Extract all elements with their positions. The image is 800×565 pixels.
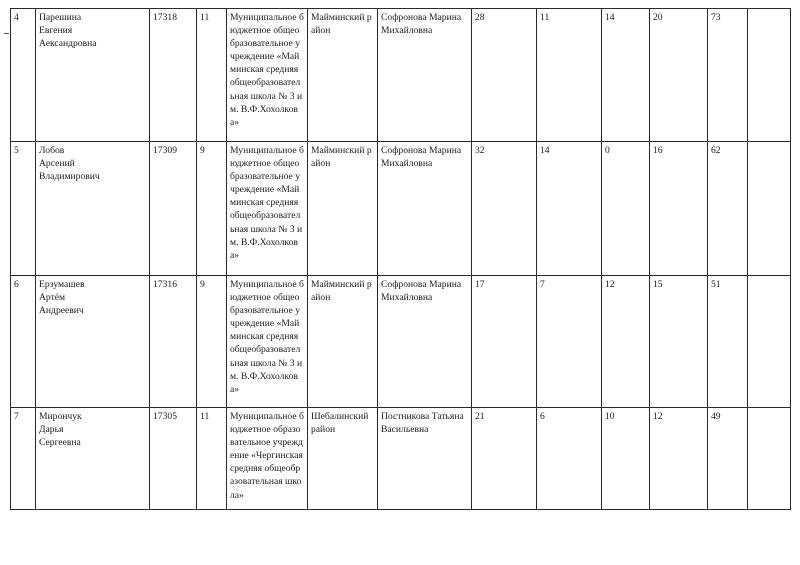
district: Майминский район	[308, 276, 378, 408]
teacher-name: Постникова Татьяна Васильевна	[378, 408, 472, 510]
results-table	[10, 8, 791, 510]
total-score: 51	[708, 276, 748, 408]
grade: 9	[197, 142, 227, 276]
teacher-name: Софронова Марина Михайловна	[378, 9, 472, 142]
score-task-3: 12	[602, 276, 650, 408]
score-task-4: 12	[650, 408, 708, 510]
score-task-1: 32	[472, 142, 537, 276]
total-score: 62	[708, 142, 748, 276]
teacher-name: Софронова Марина Михайловна	[378, 142, 472, 276]
participant-name: Лобов Арсений Владимирович	[36, 142, 150, 276]
score-task-4: 15	[650, 276, 708, 408]
table-row	[11, 408, 791, 510]
score-task-1: 21	[472, 408, 537, 510]
participant-name: Ерзумашев Артём Андреевич	[36, 276, 150, 408]
school-name: Муниципальное бюджетное общеобразовательное учреждение «Майминская средняя общеобразовательная школа № 3 им. В.Ф.Хохолкова»	[227, 142, 308, 276]
teacher-name: Софронова Марина Михайловна	[378, 276, 472, 408]
row-number: 7	[11, 408, 36, 510]
scan-mark	[4, 33, 9, 34]
total-score: 49	[708, 408, 748, 510]
participant-code: 17309	[150, 142, 197, 276]
school-name: Муниципальное бюджетное общеобразовательное учреждение «Майминская средняя общеобразовательная школа № 3 им. В.Ф.Хохолкова»	[227, 9, 308, 142]
score-task-2: 6	[537, 408, 602, 510]
participant-name: Парешина Евгения Аександровна	[36, 9, 150, 142]
total-score: 73	[708, 9, 748, 142]
participant-code: 17305	[150, 408, 197, 510]
table-row	[11, 9, 791, 142]
score-task-4: 16	[650, 142, 708, 276]
district: Майминский район	[308, 142, 378, 276]
score-task-3: 14	[602, 9, 650, 142]
grade: 11	[197, 408, 227, 510]
row-number: 6	[11, 276, 36, 408]
extra-cell	[748, 9, 791, 142]
participant-name: Мирончук Дарья Сергеевна	[36, 408, 150, 510]
score-task-2: 14	[537, 142, 602, 276]
score-task-4: 20	[650, 9, 708, 142]
row-number: 5	[11, 142, 36, 276]
extra-cell	[748, 408, 791, 510]
score-task-2: 7	[537, 276, 602, 408]
district: Шебалинский район	[308, 408, 378, 510]
score-task-3: 10	[602, 408, 650, 510]
table-row	[11, 276, 791, 408]
participant-code: 17316	[150, 276, 197, 408]
grade: 11	[197, 9, 227, 142]
table-row	[11, 142, 791, 276]
score-task-3: 0	[602, 142, 650, 276]
extra-cell	[748, 276, 791, 408]
extra-cell	[748, 142, 791, 276]
school-name: Муниципальное бюджетное образовательное учреждение «Чергинская средняя общеобразовательная школа»	[227, 408, 308, 510]
score-task-2: 11	[537, 9, 602, 142]
school-name: Муниципальное бюджетное общеобразовательное учреждение «Майминская средняя общеобразовательная школа № 3 им. В.Ф.Хохолкова»	[227, 276, 308, 408]
grade: 9	[197, 276, 227, 408]
score-task-1: 28	[472, 9, 537, 142]
score-task-1: 17	[472, 276, 537, 408]
participant-code: 17318	[150, 9, 197, 142]
district: Майминский район	[308, 9, 378, 142]
row-number: 4	[11, 9, 36, 142]
